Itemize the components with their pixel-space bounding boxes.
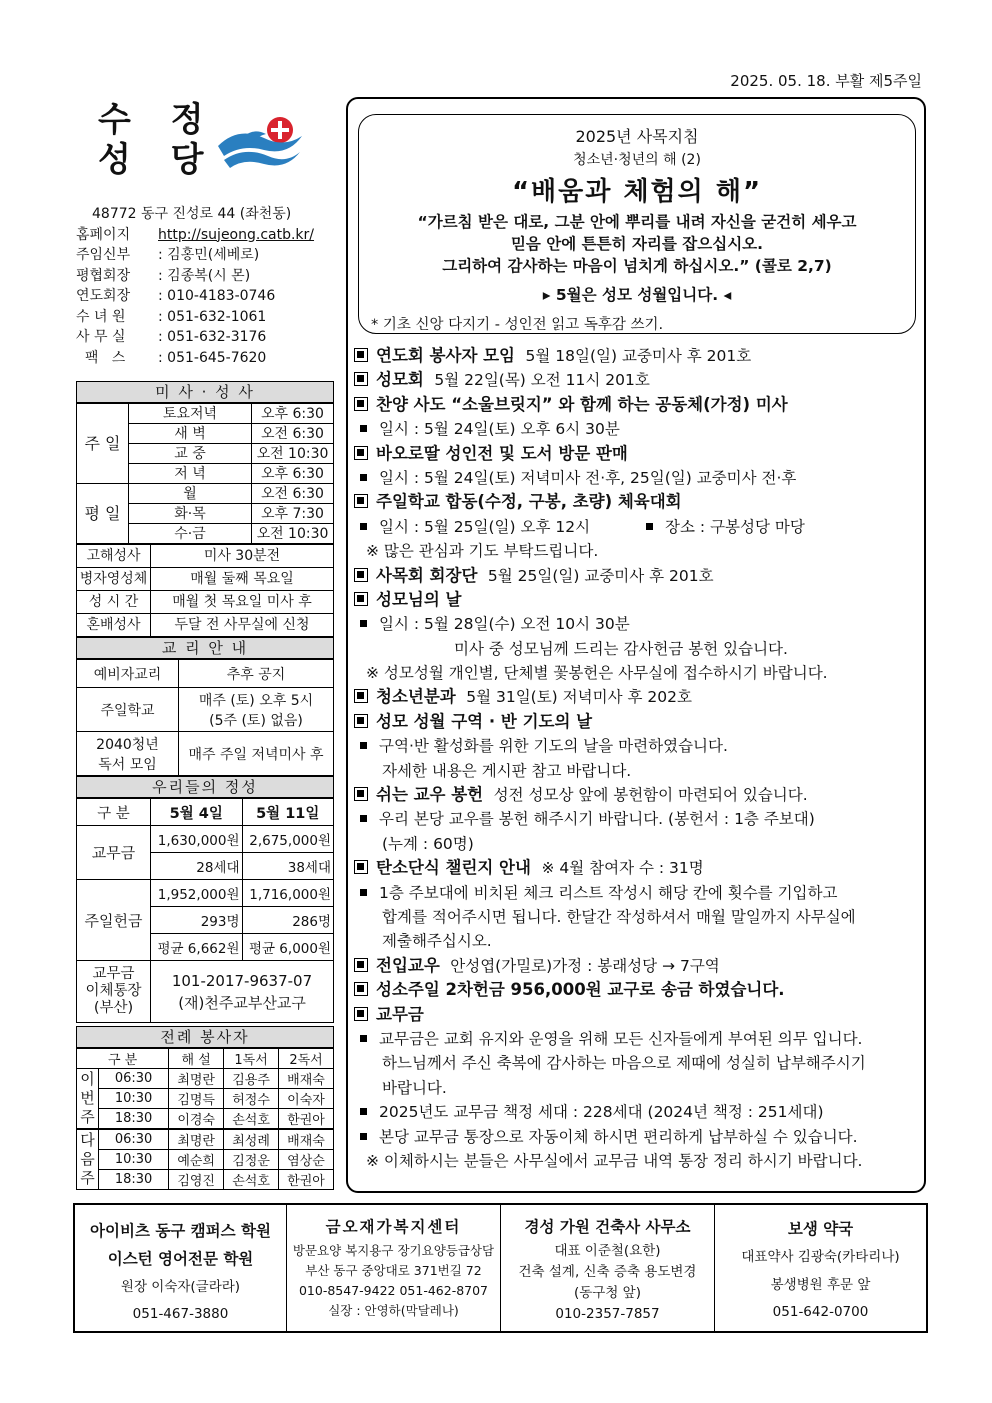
info-row-office: 사 무 실 : 051-632-3176	[76, 329, 267, 345]
giving-title: 우리들의 정성	[76, 776, 334, 798]
notice-7: 성모님의 날	[354, 588, 920, 612]
info-row-yeondo: 연도회장 : 010-4183-0746	[76, 288, 276, 304]
bullet-icon	[360, 889, 367, 896]
church-name: 수 정 성 당	[98, 100, 218, 180]
notice-9-detail-2: 자세한 내용은 게시판 참고 바랍니다.	[382, 761, 632, 780]
notice-9: 성모 성월 구역 · 반 기도의 날	[354, 710, 920, 734]
notice-8: 청소년분과 5월 31일(토) 저녁미사 후 202호	[354, 685, 920, 709]
notice-list	[354, 344, 920, 1173]
left-column	[76, 100, 334, 1190]
church-logo-icon	[214, 106, 306, 176]
education-section	[76, 637, 334, 776]
notice-11-detail-2: 합계를 적어주시면 됩니다. 한달간 작성하셔서 매월 말일까지 사무실에	[382, 907, 856, 926]
church-address: 48772 동구 진성로 44 (좌천동)	[92, 206, 292, 222]
notice-13: 성소주일 2차헌금 956,000원 교구로 송금 하였습니다.	[354, 978, 920, 1002]
footer-ads	[73, 1203, 928, 1333]
bullet-square-icon	[354, 372, 368, 386]
giving-table: 구 분 5월 4일 5월 11일 교무금 1,630,000원 2,675,000원 28세대 38세대 주일헌금 1,952,000원 1,716,000원 293명 286명 평균 6,662원 평균 6,000원 교무금 이체통장 (부산) 101-2017-9637-07 (재)천주교부산교구	[76, 798, 334, 1023]
bullet-icon	[360, 1035, 367, 1042]
bullet-icon	[646, 523, 653, 530]
notice-14-note: ※ 이체하시는 분들은 사무실에서 교무금 내역 통장 정리 하시기 바랍니다.	[366, 1151, 863, 1170]
info-row-council: 평협회장 : 김종복(시 몬)	[76, 267, 251, 284]
notice-2: 성모회 5월 22일(목) 오전 11시 201호	[354, 368, 920, 392]
notices-panel	[346, 97, 926, 1193]
homepage-link[interactable]: http://sujeong.catb.kr/	[158, 226, 315, 243]
notice-11-detail: 1층 주보대에 비치된 체크 리스트 작성시 해당 칸에 횟수를 기입하고	[354, 881, 920, 905]
notice-5: 주일학교 합동(수정, 구봉, 초량) 체육대회	[354, 490, 920, 514]
bullet-square-icon	[354, 348, 368, 362]
mass-section	[76, 381, 334, 637]
notice-12: 전입교우 안성엽(가밀로)가정 : 봉래성당 → 7구역	[354, 954, 920, 978]
bullet-square-icon	[354, 689, 368, 703]
bullet-icon	[360, 620, 367, 627]
ad-architect: 경성 가원 건축사 사무소 대표 이준철(요한) 건축 설계, 신축 증축 용도변경 (동구청 앞) 010-2357-7857	[501, 1205, 715, 1331]
info-row-convent: 수 녀 원 : 051-632-1061	[76, 308, 267, 325]
bullet-square-icon	[354, 568, 368, 582]
notice-5-note: ※ 많은 관심과 기도 부탁드립니다.	[366, 542, 599, 561]
notice-9-detail: 구역·반 활성화를 위한 기도의 날을 마련하였습니다.	[354, 734, 920, 758]
bullet-square-icon	[354, 860, 368, 874]
theme-month-note: ▸ 5월은 성모 성월입니다. ◂	[542, 286, 732, 304]
notice-11: 탄소단식 챌린지 안내 ※ 4월 참여자 수 : 31명	[354, 856, 920, 880]
bulletin-date: 2025. 05. 18. 부활 제5주일	[730, 72, 922, 90]
notice-3-detail: 일시 : 5월 24일(토) 오후 6시 30분	[354, 417, 920, 441]
bullet-square-icon	[354, 982, 368, 996]
notice-14-detail-4: 2025년도 교무금 책정 세대 : 228세대 (2024년 책정 : 251세대)	[354, 1100, 920, 1124]
bullet-square-icon	[354, 494, 368, 508]
notice-4: 바오로딸 성인전 및 도서 방문 판매	[354, 442, 920, 466]
notice-10-detail: 우리 본당 교우를 봉헌 해주시기 바랍니다. (봉헌서 : 1층 주보대)	[354, 807, 920, 831]
theme-footnote: * 기초 신앙 다지기 - 성인전 읽고 독후감 쓰기.	[371, 317, 664, 333]
ad-pharmacy: 보생 약국 대표약사 김광숙(카타리나) 봉생병원 후문 앞 051-642-0700	[741, 1220, 900, 1320]
church-info	[76, 204, 334, 368]
sacrament-table: 고해성사 미사 30분전 병자영성체 매월 둘째 목요일 성 시 간 매월 첫 목요일 미사 후 혼배성사 두달 전 사무실에 신청	[76, 544, 334, 637]
education-title: 교 리 안 내	[76, 637, 334, 659]
church-brand	[76, 100, 334, 200]
bullet-icon	[360, 523, 367, 530]
info-row-pastor: 주임신부 : 김홍민(세베로)	[76, 247, 260, 263]
notice-10: 쉬는 교우 봉헌 성전 성모상 앞에 봉헌함이 마련되어 있습니다.	[354, 783, 920, 807]
education-table: 예비자교리 추후 공지 주일학교 매주 (토) 오후 5시 (5주 (토) 없음) 2040청년 독서 모임 매주 주일 저녁미사 후	[76, 659, 334, 776]
mass-table: 주 일 토요저녁 오후 6:30 새 벽 오전 6:30 교 중 오전 10:30 저 녁 오후 6:30 평 일 월 오전 6:30 화·목 오후 7:30 수·금 오전 10:30	[76, 403, 334, 544]
info-row-homepage: 홈페이지 http://sujeong.catb.kr/	[76, 225, 334, 246]
theme-year: 2025년 사목지침	[575, 127, 699, 146]
giving-section	[76, 776, 334, 1023]
theme-title: “배움과 체험의 해”	[511, 177, 763, 207]
notice-7-detail-2: 미사 중 성모님께 드리는 감사헌금 봉헌 있습니다.	[454, 639, 788, 658]
bullet-icon	[360, 742, 367, 749]
notice-14-detail-5: 본당 교무금 통장으로 자동이체 하시면 편리하게 납부하실 수 있습니다.	[354, 1125, 920, 1149]
ad-academy: 아이비츠 동구 캠퍼스 학원 이스턴 영어전문 학원 원장 이숙자(글라라) 051-467-3880	[75, 1205, 287, 1331]
bullet-square-icon	[354, 397, 368, 411]
next-week-label: 다음주	[77, 1129, 99, 1190]
theme-verse: “가르침 받은 대로, 그분 안에 뿌리를 내려 자신을 굳건히 세우고 믿음 안에 튼튼히 자리를 잡으십시오. 그리하여 감사하는 마음이 넘치게 하십시오.” (콜로 2,7)	[417, 213, 857, 275]
pastoral-theme-box	[358, 114, 916, 334]
notice-7-detail: 일시 : 5월 28일(수) 오전 10시 30분	[354, 612, 920, 636]
bullet-square-icon	[354, 714, 368, 728]
notice-10-detail-2: (누계 : 60명)	[382, 834, 474, 853]
bullet-icon	[360, 1108, 367, 1115]
notice-14-detail-2: 하느님께서 주신 축복에 감사하는 마음으로 제때에 성실히 납부해주시기	[382, 1054, 866, 1073]
bullet-square-icon	[354, 787, 368, 801]
bullet-square-icon	[354, 592, 368, 606]
bullet-icon	[360, 1133, 367, 1140]
bullet-icon	[360, 474, 367, 481]
bullet-square-icon	[354, 958, 368, 972]
notice-14: 교무금	[354, 1003, 920, 1027]
info-row-fax: 팩 스 : 051-645-7620	[76, 349, 267, 366]
mass-title: 미 사 · 성 사	[76, 381, 334, 403]
notice-3: 찬양 사도 “소울브릿지” 와 함께 하는 공동체(가정) 미사	[354, 393, 920, 417]
this-week-label: 이번주	[77, 1069, 99, 1130]
notice-4-detail: 일시 : 5월 24일(토) 저녁미사 전·후, 25일(일) 교중미사 전·후	[354, 466, 920, 490]
liturgy-section	[76, 1026, 334, 1190]
ad-welfare-center: 금오재가복지센터 방문요양 복지용구 장기요양등급상담 부산 동구 중앙대로 371번길 72 010-8547-9422 051-462-8707 실장 : 안영하(막달레나)	[287, 1205, 501, 1331]
liturgy-table: 구 분 해 설 1독서 2독서 이번주 06:30 최명란 김용주 배재숙 10:30 김명득 허정수 이숙자 18:30 이경숙 손석호 한권아 다음주 06:30 최명란 최성례 배재숙 10:30 예순희 김정운 염상순 18:30 김영진 손석호 한권아	[76, 1048, 334, 1190]
bullet-icon	[360, 815, 367, 822]
notice-14-detail-3: 바랍니다.	[382, 1078, 447, 1097]
notice-14-detail: 교무금은 교회 유지와 운영을 위해 모든 신자들에게 부여된 의무 입니다.	[354, 1027, 920, 1051]
theme-subtitle: 청소년·청년의 해 (2)	[573, 152, 701, 168]
notice-5-detail: 일시 : 5월 25일(일) 오후 12시 장소 : 구봉성당 마당	[354, 515, 920, 539]
notice-11-detail-3: 제출해주십시오.	[382, 932, 492, 951]
bullet-square-icon	[354, 446, 368, 460]
notice-7-note: ※ 성모성월 개인별, 단체별 꽃봉헌은 사무실에 접수하시기 바랍니다.	[366, 664, 828, 683]
bullet-square-icon	[354, 1007, 368, 1021]
liturgy-title: 전례 봉사자	[76, 1026, 334, 1048]
bullet-icon	[360, 425, 367, 432]
notice-1: 연도회 봉사자 모임 5월 18일(일) 교중미사 후 201호	[354, 344, 920, 368]
notice-6: 사목회 회장단 5월 25일(일) 교중미사 후 201호	[354, 564, 920, 588]
